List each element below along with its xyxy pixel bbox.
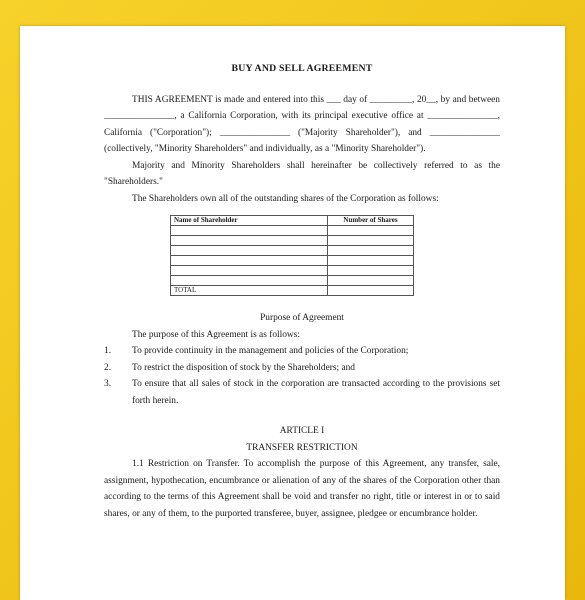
- article-heading: ARTICLE I: [279, 426, 325, 436]
- shareholder-table: [170, 215, 414, 296]
- table-row: [171, 246, 414, 256]
- table-cell: [328, 276, 414, 286]
- table-cell: [171, 236, 328, 246]
- article-subheading: TRANSFER RESTRICTION: [246, 442, 358, 453]
- table-row: [171, 226, 414, 236]
- table-cell: [171, 226, 328, 236]
- table-cell: [171, 246, 328, 256]
- table-cell: [328, 246, 414, 256]
- table-row: [171, 236, 414, 246]
- purpose-item-1: [104, 343, 500, 360]
- table-total-row: [171, 286, 414, 296]
- table-cell: [171, 256, 328, 266]
- table-cell: [328, 256, 414, 266]
- purpose-item-text: To ensure that all sales of stock in the corporation are transacted according to the provisions set forth herein.: [132, 379, 500, 406]
- purpose-item-2: [104, 360, 500, 377]
- column-header-shares: Number of Shares: [328, 216, 414, 226]
- total-label: TOTAL: [171, 286, 328, 296]
- table-cell: [328, 236, 414, 246]
- column-header-name: Name of Shareholder: [171, 216, 328, 226]
- table-header-row: [171, 216, 414, 226]
- purpose-item-text: To provide continuity in the management and policies of the Corporation;: [132, 346, 409, 356]
- document-title: BUY AND SELL AGREEMENT: [231, 63, 373, 74]
- document-body: [104, 61, 500, 522]
- table-row: [171, 256, 414, 266]
- document-page: [20, 26, 565, 600]
- purpose-heading: Purpose of Agreement: [260, 313, 344, 323]
- shareholders-definition-paragraph: Majority and Minority Shareholders shall hereinafter be collectively referred to as the "Shareholders.": [104, 160, 500, 187]
- purpose-item-3: [104, 376, 500, 409]
- purpose-item-text: To restrict the disposition of stock by the Shareholders; and: [132, 362, 355, 373]
- shares-intro-paragraph: The Shareholders own all of the outstanding shares of the Corporation as follows:: [132, 193, 439, 204]
- purpose-intro: The purpose of this Agreement is as follows:: [132, 329, 300, 340]
- purpose-item-number: 1.: [104, 346, 112, 356]
- table-row: [171, 276, 414, 286]
- table-row: [171, 266, 414, 276]
- section-1-1: 1.1 Restriction on Transfer. To accomplish the purpose of this Agreement, any transfer, sale, assignment, hypothecation, encumbrance or alienation of any of the shares of the Corporation other than according to the terms of this Agreement shall be void and transfer no right, title or interest in or to said shares, or any of them, to the purported transferee, buyer, assignee, pledgee or encumbrance holder.: [104, 459, 500, 519]
- table-cell: [171, 276, 328, 286]
- table-cell: [328, 266, 414, 276]
- purpose-item-number: 2.: [104, 362, 112, 373]
- table-cell: [171, 266, 328, 276]
- total-value: [328, 286, 414, 296]
- purpose-item-number: 3.: [104, 379, 112, 389]
- intro-paragraph: THIS AGREEMENT is made and entered into this ___ day of _________, 20__, by and between _______________, a California Corporation, with its principal executive office at _______________, California ("Corporation"); _______________ ("Majority Shareholder"), and _______________ (collectively, "Minority Shareholders" and individually, as a "Minority Shareholder").: [104, 94, 500, 154]
- table-cell: [328, 226, 414, 236]
